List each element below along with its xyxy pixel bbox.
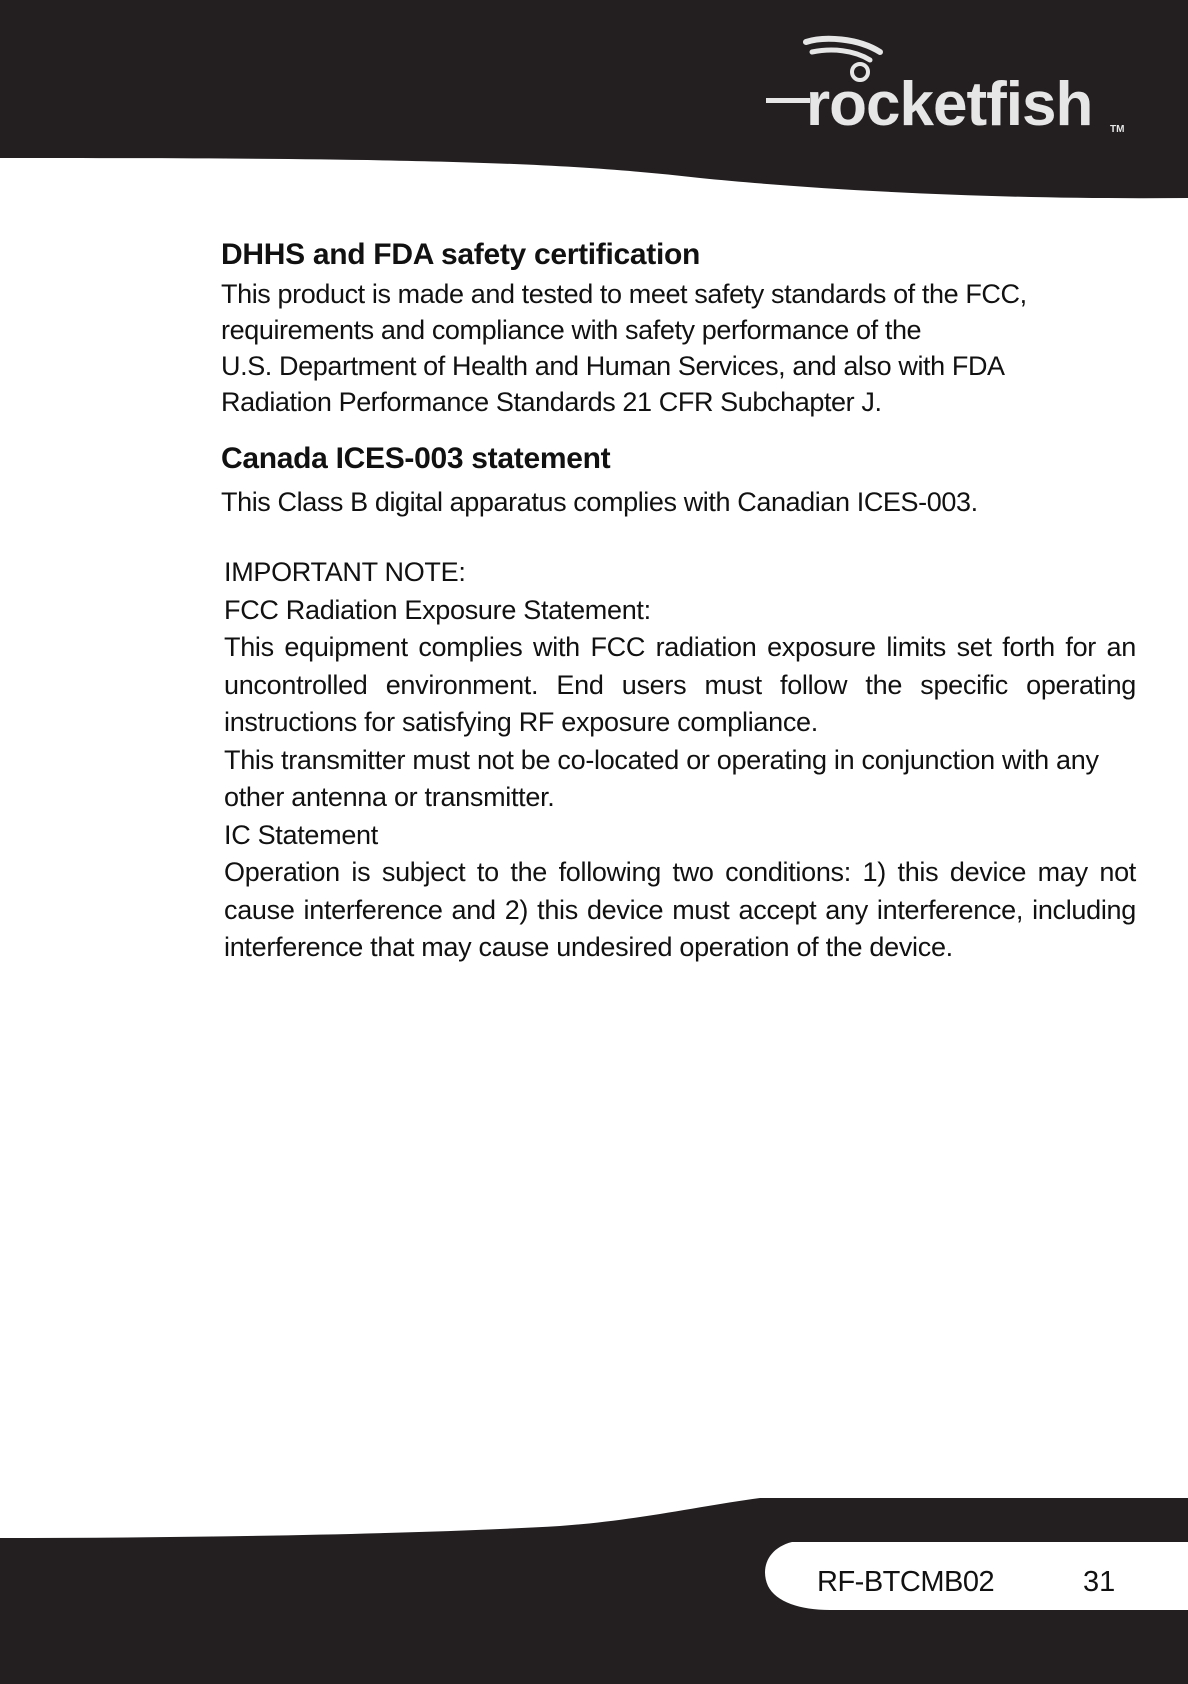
model-number: RF-BTCMB02 [817,1566,995,1598]
section-heading: DHHS and FDA safety certification [221,238,701,271]
fcc-statement-paragraph: This equipment complies with FCC radiation exposure limits set forth for an uncontrolled environment. End users must follow the specific operating instructions for satisfying RF exposure compliance. [224,632,1136,737]
section-dhhs-fda [221,236,1136,418]
colocation-paragraph: This transmitter must not be co-located or operating in conjunction with any other antenna or transmitter. [224,744,1099,812]
ic-statement-heading: IC Statement [224,819,378,850]
trademark-symbol: TM [1110,124,1125,135]
rocketfish-logo [762,30,1142,160]
ic-statement-paragraph: Operation is subject to the following two conditions: 1) this device may not cause interference and 2) this device must accept any interference, including interference that may cause undesired operation of the device. [224,857,1136,962]
section-heading: Canada ICES-003 statement [221,442,611,475]
body-line: Radiation Performance Standards 21 CFR Subchapter J. [221,387,882,417]
page-number: 31 [1083,1566,1116,1598]
body-line: This product is made and tested to meet safety standards of the FCC, [221,279,1027,309]
footer-band [0,1490,1188,1684]
section-canada-ices [221,440,1136,518]
important-note-block [224,554,1136,967]
fcc-statement-heading: FCC Radiation Exposure Statement: [224,594,651,625]
logo-wordmark: rocketfish [806,70,1093,139]
footer-band-shape [0,1490,1188,1684]
important-note-title: IMPORTANT NOTE: [224,557,466,587]
body-line: U.S. Department of Health and Human Services, and also with FDA [221,351,1005,381]
body-line: requirements and compliance with safety performance of the [221,315,922,345]
body-line: This Class B digital apparatus complies with Canadian ICES-003. [221,487,978,517]
